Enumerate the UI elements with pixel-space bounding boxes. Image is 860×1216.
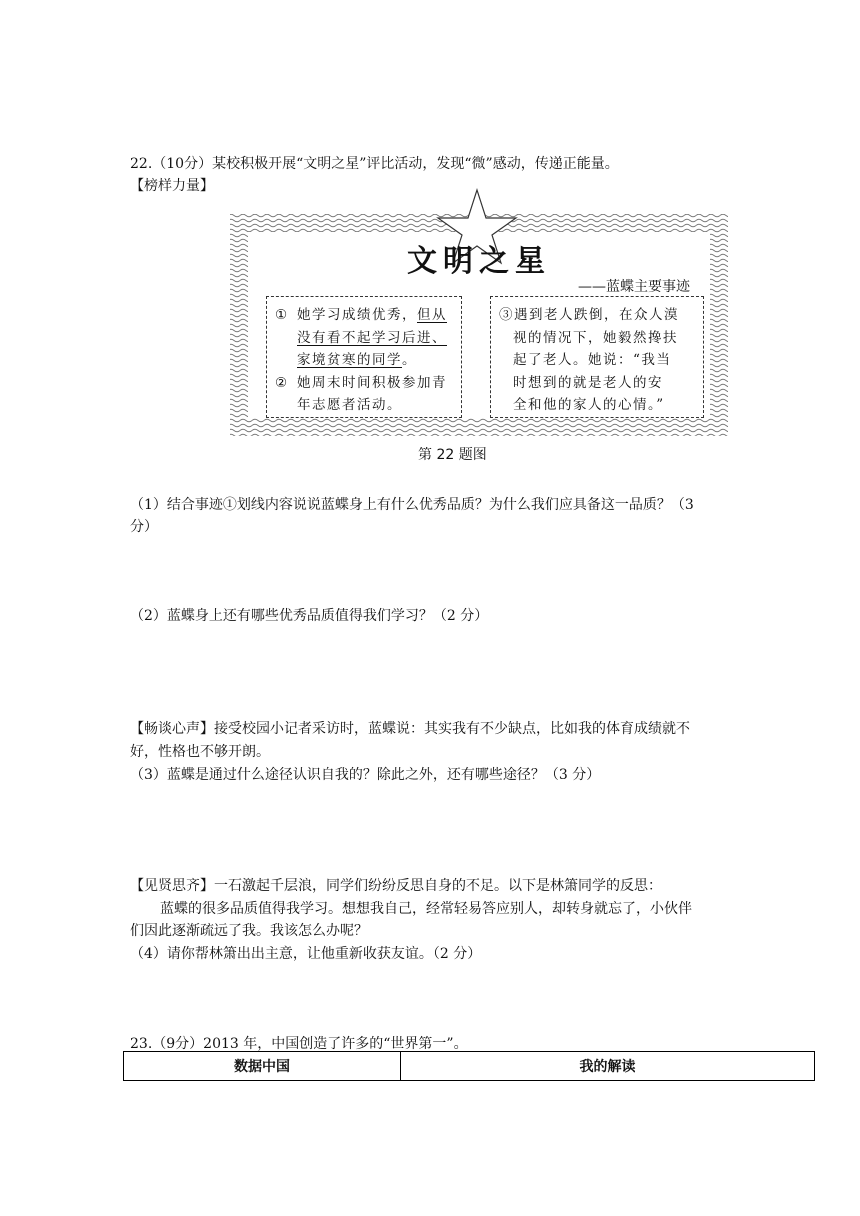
figure-caption: 第 22 题图 — [418, 447, 487, 463]
data-china-table — [123, 1051, 815, 1081]
deed-text: 她周末时间积极参加青 — [297, 374, 447, 391]
deed-text: 年志愿者活动。 — [297, 397, 402, 413]
deed-text: 全和他的家人的心情。” — [513, 397, 665, 413]
item-number: ② — [275, 374, 289, 391]
underlined-text: 家境贫寒的同学 — [297, 352, 402, 368]
deed-box-right — [490, 296, 704, 418]
q23-stem: 23.（9分）2013 年，中国创造了许多的“世界第一”。 — [130, 1036, 468, 1052]
table-header-my-interpretation: 我的解读 — [401, 1052, 815, 1081]
section-text: 们因此逐渐疏远了我。我该怎么办呢？ — [130, 923, 368, 939]
deed-text: 时想到的就是老人的安 — [513, 374, 663, 391]
deed-text: 。 — [402, 352, 417, 368]
deed-text: 视的情况下，她毅然搀扶 — [513, 329, 678, 346]
q22-sub1: （1）结合事迹①划线内容说说蓝蝶身上有什么优秀品质？为什么我们应具备这一品质？（3 — [130, 497, 694, 513]
underlined-text: 但从 — [417, 307, 447, 323]
table-header-row — [124, 1052, 815, 1081]
section-heading-role-model: 【榜样力量】 — [130, 178, 214, 194]
q22-stem: 22.（10分）某校积极开展“文明之星”评比活动，发现“微”感动，传递正能量。 — [130, 156, 619, 172]
q22-sub1-cont: 分） — [130, 519, 158, 535]
q22-sub3: （3）蓝蝶是通过什么途径认识自我的？除此之外，还有哪些途径？（3 分） — [130, 767, 601, 783]
deed-text: 起了老人。她说：“我当 — [513, 352, 672, 368]
deed-text: 她学习成绩优秀， — [297, 307, 417, 323]
section-heading-learn-from-virtue: 【见贤思齐】一石激起千层浪，同学们纷纷反思自身的不足。以下是林箫同学的反思： — [130, 878, 662, 894]
section-text: 好，性格也不够开朗。 — [130, 744, 270, 760]
section-text: 蓝蝶的很多品质值得我学习。想想我自己，经常轻易答应别人，却转身就忘了，小伙伴 — [160, 901, 692, 917]
q22-sub4: （4）请你帮林箫出出主意，让他重新收获友谊。（2 分） — [130, 946, 482, 962]
q22-sub2: （2）蓝蝶身上还有哪些优秀品质值得我们学习？（2 分） — [130, 608, 489, 624]
figure-subtitle: ——蓝蝶主要事迹 — [578, 279, 690, 295]
figure-title: 文明之星 — [407, 244, 551, 279]
underlined-text: 没有看不起学习后进、 — [297, 329, 447, 346]
deed-text: ③遇到老人跌倒，在众人漠 — [499, 307, 679, 323]
section-heading-share-voice: 【畅谈心声】接受校园小记者采访时，蓝蝶说：其实我有不少缺点，比如我的体育成绩就不 — [130, 721, 690, 737]
item-number: ① — [275, 307, 289, 323]
deed-box-left — [266, 296, 462, 418]
table-header-data-china: 数据中国 — [124, 1052, 401, 1081]
civilization-star-figure — [228, 188, 730, 438]
